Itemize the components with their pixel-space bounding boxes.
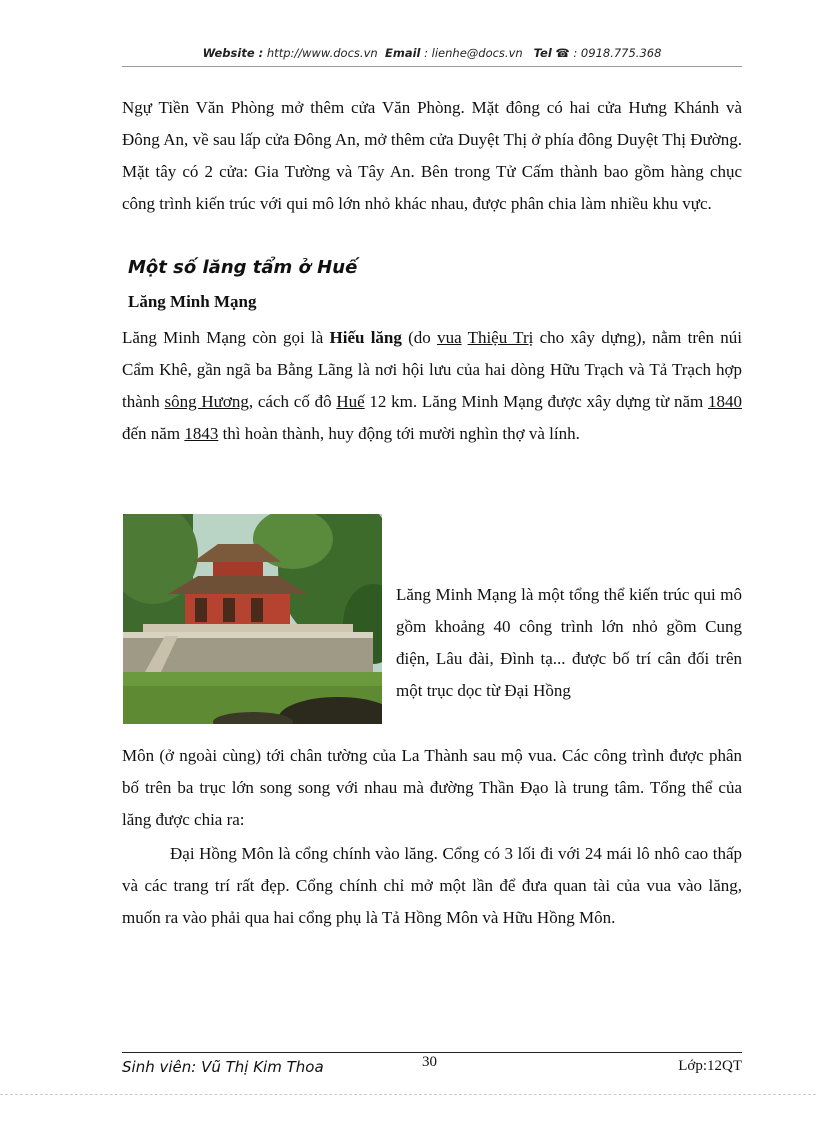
footer-class: Lớp:12QT bbox=[678, 1058, 742, 1074]
tel-value: : 0918.775.368 bbox=[573, 46, 662, 60]
link-1843[interactable]: 1843 bbox=[184, 424, 219, 443]
text-run: đến năm bbox=[122, 424, 185, 443]
link-1840[interactable]: 1840 bbox=[708, 392, 743, 411]
section-heading: Một số lăng tẩm ở Huế bbox=[128, 257, 358, 278]
bold-term: Hiếu lăng bbox=[329, 328, 402, 347]
link-hue[interactable]: Huế bbox=[336, 392, 365, 411]
subsection-heading: Lăng Minh Mạng bbox=[128, 292, 257, 311]
email-value[interactable]: : lienhe@docs.vn bbox=[424, 46, 523, 60]
text-run: thì hoàn thành, huy động tới mười nghìn thợ và lính. bbox=[218, 424, 580, 443]
indented-paragraph: Đại Hồng Môn là cổng chính vào lăng. Cổng có 3 lối đi với 24 mái lô nhô cao thấp và các trang trí rất đẹp. Cổng chính chỉ mở một lần để đưa quan tài của vua vào lăng, muốn ra vào phải qua hai cổng phụ là Tả Hồng Môn và Hữu Hồng Môn. bbox=[122, 844, 742, 927]
website-url[interactable]: http://www.docs.vn bbox=[266, 46, 378, 60]
link-song-huong[interactable]: sông Hương bbox=[164, 392, 249, 411]
telephone-icon: ☎ bbox=[555, 46, 570, 60]
page-header bbox=[122, 46, 742, 60]
footer-divider bbox=[122, 1052, 742, 1053]
email-label: Email bbox=[384, 46, 421, 60]
tel-label: Tel bbox=[533, 46, 552, 60]
text-run: 12 km. Lăng Minh Mạng được xây dựng từ năm bbox=[364, 392, 709, 411]
tomb-intro-paragraph bbox=[122, 322, 742, 450]
intro-paragraph: Ngự Tiền Văn Phòng mở thêm cửa Văn Phòng. Mặt đông có hai cửa Hưng Khánh và Đông An, về sau lấp cửa Đông An, mở thêm cửa Duyệt Thị ở phía đông Duyệt Thị Đường. Mặt tây có 2 cửa: Gia Tường và Tây An. Bên trong Tử Cấm thành bao gồm hàng chục công trình kiến trúc với qui mô lớn nhỏ khác nhau, được phân chia làm nhiều khu vực. bbox=[122, 98, 742, 213]
text-run: cho xây dựng), nằm trên núi Cẩm Khê, gần ngã ba Bằng Lãng là nơi hội lưu của hai dòng Hữu Trạch và Tả Trạch hợp thành bbox=[122, 328, 743, 411]
page-edge bbox=[0, 1094, 816, 1095]
header-divider bbox=[122, 66, 742, 67]
link-vua[interactable]: vua bbox=[437, 328, 462, 347]
link-thieu-tri[interactable]: Thiệu Trị bbox=[467, 328, 534, 347]
page-number: 30 bbox=[422, 1054, 437, 1070]
continuation-paragraph: Môn (ở ngoài cùng) tới chân tường của La Thành sau mộ vua. Các công trình được phân bố trên ba trục lớn song song với nhau mà đường Thần Đạo là trung tâm. Tổng thể của lăng được chia ra: bbox=[122, 746, 742, 829]
minh-mang-tomb-photo bbox=[123, 514, 382, 724]
text-run: Lăng Minh Mạng còn gọi là bbox=[122, 328, 330, 347]
footer-student: Sinh viên: Vũ Thị Kim Thoa bbox=[122, 1058, 324, 1076]
text-run: (do bbox=[401, 328, 438, 347]
website-label: Website : bbox=[202, 46, 264, 60]
text-run: , cách cố đô bbox=[248, 392, 337, 411]
side-paragraph: Lăng Minh Mạng là một tổng thể kiến trúc qui mô gồm khoảng 40 công trình lớn nhỏ gồm Cung điện, Lâu đài, Đình tạ... được bố trí cân đối trên một trục dọc từ Đại Hồng bbox=[396, 585, 742, 700]
